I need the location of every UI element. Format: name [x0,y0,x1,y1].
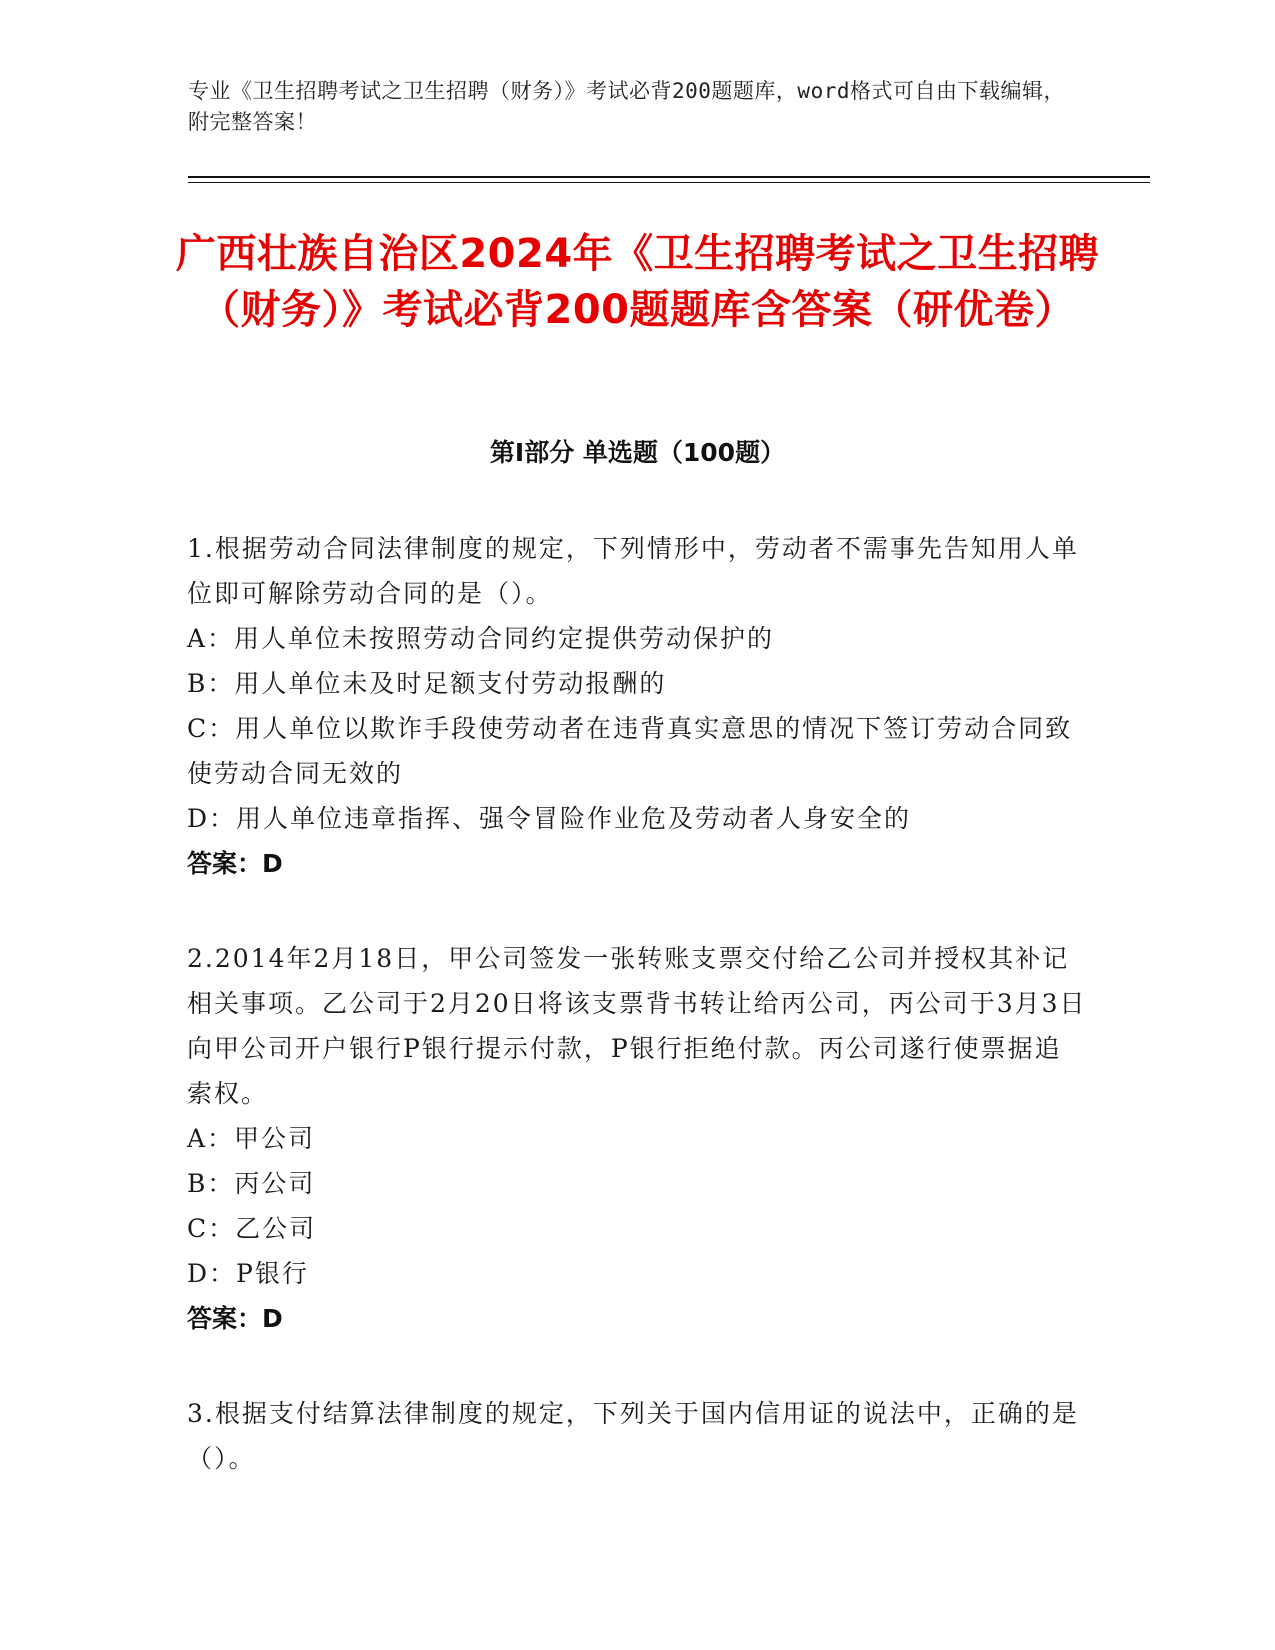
header-note: 专业《卫生招聘考试之卫生招聘（财务）》考试必背200题题库，word格式可自由下载编辑，附完整答案！ [188,79,1065,134]
question-text: 3.根据支付结算法律制度的规定，下列关于国内信用证的说法中，正确的是（）。 [187,1399,1079,1473]
option-b: B：丙公司 [187,1169,316,1198]
answer: 答案：D [187,1304,283,1333]
option-d: D：用人单位违章指挥、强令冒险作业危及劳动者人身安全的 [187,804,912,833]
header-divider-thin [188,182,1150,183]
option-d: D：P银行 [187,1259,309,1288]
option-b: B：用人单位未及时足额支付劳动报酬的 [187,669,667,698]
option-c: C：用人单位以欺诈手段使劳动者在违背真实意思的情况下签订劳动合同致使劳动合同无效的 [187,714,1073,788]
header-divider-thick [188,176,1150,178]
document-title: 广西壮族自治区2024年《卫生招聘考试之卫生招聘（财务）》考试必背200题题库含答案（研优卷） [175,231,1100,333]
question-text: 1.根据劳动合同法律制度的规定，下列情形中，劳动者不需事先告知用人单位即可解除劳动合同的是（）。 [187,534,1079,608]
question-2 [187,936,1087,1341]
question-list [187,526,1087,1531]
option-a: A：甲公司 [187,1124,316,1153]
question-3 [187,1391,1087,1481]
section-title: 第Ⅰ部分 单选题（100题） [489,438,786,467]
option-c: C：乙公司 [187,1214,317,1243]
question-text: 2.2014年2月18日，甲公司签发一张转账支票交付给乙公司并授权其补记相关事项。乙公司于2月20日将该支票背书转让给丙公司，丙公司于3月3日向甲公司开户银行P银行提示付款，P银行拒绝付款。丙公司遂行使票据追索权。 [187,944,1087,1108]
answer: 答案：D [187,849,283,878]
option-a: A：用人单位未按照劳动合同约定提供劳动保护的 [187,624,775,653]
question-1 [187,526,1087,886]
